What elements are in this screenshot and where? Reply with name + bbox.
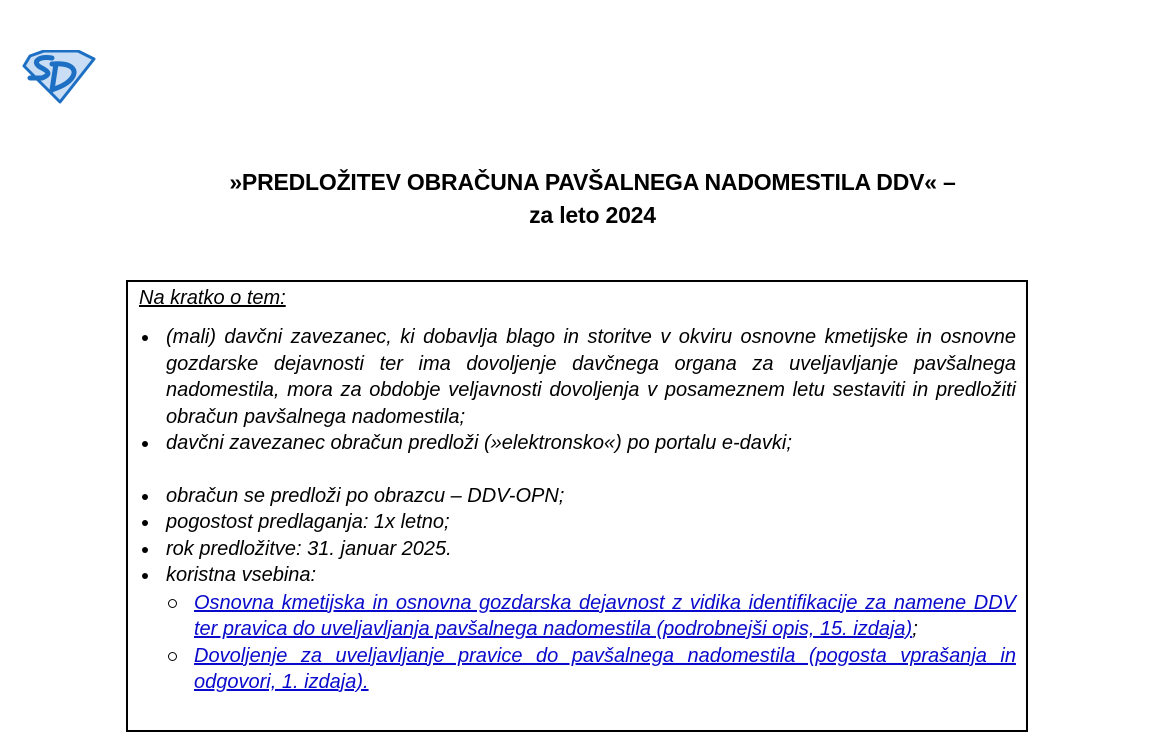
organization-logo: [22, 50, 96, 104]
summary-box: [126, 280, 1028, 732]
summary-list: [139, 324, 1016, 696]
shield-logo-icon: [22, 50, 96, 104]
link-flat-rate-compensation-permit[interactable]: Dovoljenje za uveljavljanje pravice do pavšalnega nadomestila (pogosta vprašanja in odgovori, 1. izdaja).: [194, 644, 1016, 693]
summary-item: davčni zavezanec obračun predloži (»elektronsko«) po portalu e-davki;: [139, 430, 1016, 457]
summary-heading: Na kratko o tem:: [139, 287, 286, 309]
useful-link-item: [166, 590, 1016, 643]
useful-links-list: [166, 590, 1016, 696]
summary-item: rok predložitve: 31. januar 2025.: [139, 536, 1016, 563]
title-line-1: »PREDLOŽITEV OBRAČUNA PAVŠALNEGA NADOMESTILA DDV« –: [229, 169, 956, 195]
link-suffix: ;: [912, 618, 918, 640]
useful-content-label: koristna vsebina:: [166, 564, 317, 586]
summary-item: (mali) davčni zavezanec, ki dobavlja blago in storitve v okviru osnovne kmetijske in osnovne gozdarske dejavnosti ter ima dovoljenje davčnega organa za uveljavljanje pavšalnega nadomestila, mora za obdobje veljavnosti dovoljenja v posameznem letu sestaviti in predložiti obračun pavšalnega nadomestila;: [139, 324, 1016, 430]
useful-link-item: [166, 643, 1016, 696]
summary-item: pogostost predlaganja: 1x letno;: [139, 509, 1016, 536]
list-spacer: [139, 457, 1016, 483]
summary-item-useful-content: [139, 562, 1016, 696]
summary-item: obračun se predloži po obrazcu – DDV-OPN;: [139, 483, 1016, 510]
link-agricultural-forestry-activity[interactable]: Osnovna kmetijska in osnovna gozdarska dejavnost z vidika identifikacije za namene DDV ter pravica do uveljavljanja pavšalnega nadomestila (podrobnejši opis, 15. izdaja): [194, 591, 1016, 640]
document-title: [60, 166, 1125, 232]
title-line-2: za leto 2024: [529, 202, 656, 228]
